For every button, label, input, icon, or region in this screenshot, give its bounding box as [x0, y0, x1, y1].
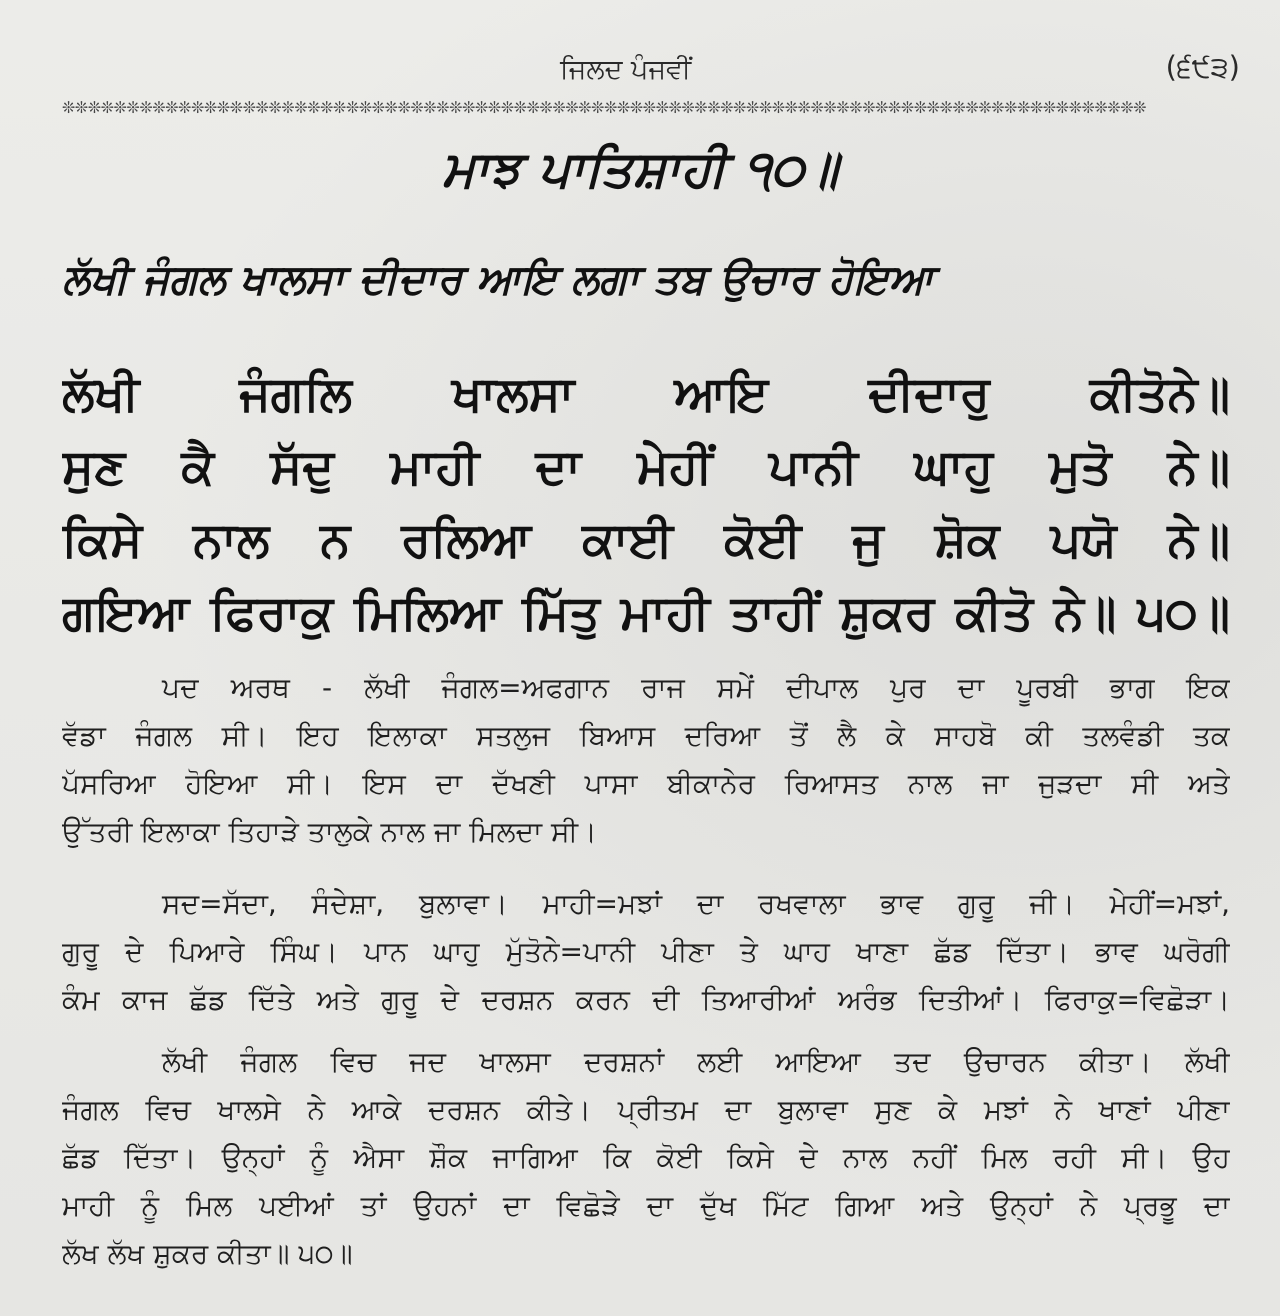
verse-line: ਕਿਸੇ ਨਾਲ ਨ ਰਲਿਆ ਕਾਈ ਕੋਈ ਜੁ ਸ਼ੋਕ ਪਯੋ ਨੇ॥ [62, 512, 1230, 568]
paragraph-line: ਉੱਤਰੀ ਇਲਾਕਾ ਤਿਹਾੜੇ ਤਾਲੁਕੇ ਨਾਲ ਜਾ ਮਿਲਦਾ ਸੀ। [62, 815, 597, 848]
paragraph-line: ਵੱਡਾ ਜੰਗਲ ਸੀ। ਇਹ ਇਲਾਕਾ ਸਤਲੁਜ ਬਿਆਸ ਦਰਿਆ ਤੋਂ ਲੈ ਕੇ ਸਾਹਬੋ ਕੀ ਤਲਵੰਡੀ ਤਕ [62, 719, 1230, 752]
page-number: (੬੯੩) [1165, 50, 1240, 84]
paragraph-line: ਪੱਸਰਿਆ ਹੋਇਆ ਸੀ। ਇਸ ਦਾ ਦੱਖਣੀ ਪਾਸਾ ਬੀਕਾਨੇਰ ਰਿਆਸਤ ਨਾਲ ਜਾ ਜੁੜਦਾ ਸੀ ਅਤੇ [62, 767, 1230, 800]
paragraph-line: ਸਦ=ਸੱਦਾ, ਸੰਦੇਸ਼ਾ, ਬੁਲਾਵਾ। ਮਾਹੀ=ਮਝਾਂ ਦਾ ਰਖਵਾਲਾ ਭਾਵ ਗੁਰੂ ਜੀ। ਮੇਹੀਂ=ਮਝਾਂ, [162, 887, 1230, 920]
verse-line: ਗਇਆ ਫਿਰਾਕੁ ਮਿਲਿਆ ਮਿੱਤੁ ਮਾਹੀ ਤਾਹੀਂ ਸ਼ੁਕਰ ਕੀਤੋ ਨੇ॥ ੫੦॥ [62, 585, 1230, 641]
section-title: ਮਾਝ ਪਾਤਿਸ਼ਾਹੀ ੧੦॥ [442, 140, 838, 198]
paragraph-line: ਜੰਗਲ ਵਿਚ ਖਾਲਸੇ ਨੇ ਆਕੇ ਦਰਸ਼ਨ ਕੀਤੇ। ਪ੍ਰੀਤਮ ਦਾ ਬੁਲਾਵਾ ਸੁਣ ਕੇ ਮਝਾਂ ਨੇ ਖਾਣਾਂ ਪੀਣਾ [62, 1093, 1230, 1126]
verse-line: ਸੁਣ ਕੈ ਸੱਦੁ ਮਾਹੀ ਦਾ ਮੇਹੀਂ ਪਾਨੀ ਘਾਹੁ ਮੁਤੋ ਨੇ॥ [62, 439, 1230, 495]
verse-block [62, 358, 1230, 650]
paragraph-line: ਲੱਖੀ ਜੰਗਲ ਵਿਚ ਜਦ ਖਾਲਸਾ ਦਰਸ਼ਨਾਂ ਲਈ ਆਇਆ ਤਦ ਉਚਾਰਨ ਕੀਤਾ। ਲੱਖੀ [162, 1045, 1230, 1078]
paragraph-line: ਲੱਖ ਲੱਖ ਸ਼ੁਕਰ ਕੀਤਾ॥ ੫੦॥ [62, 1237, 353, 1270]
running-head: ਜਿਲਦ ਪੰਜਵੀਂ [560, 54, 692, 85]
paragraph-line: ਪਦ ਅਰਥ - ਲੱਖੀ ਜੰਗਲ=ਅਫਗਾਨ ਰਾਜ ਸਮੇਂ ਦੀਪਾਲ ਪੁਰ ਦਾ ਪੂਰਬੀ ਭਾਗ ਇਕ [162, 671, 1230, 704]
ornamental-divider: ❊❊❊❊❊❊❊❊❊❊❊❊❊❊❊❊❊❊❊❊❊❊❊❊❊❊❊❊❊❊❊❊❊❊❊❊❊❊❊❊❊❊❊❊❊❊❊❊❊❊❊❊❊❊❊❊❊❊❊❊❊❊❊❊❊❊❊❊❊❊❊❊❊❊❊❊❊❊❊❊❊❊❊❊ [62, 98, 1147, 117]
glossary-paragraph [62, 880, 1230, 1024]
verse-subtitle: ਲੱਖੀ ਜੰਗਲ ਖਾਲਸਾ ਦੀਦਾਰ ਆਇ ਲਗਾ ਤਬ ਉਚਾਰ ਹੋਇਆ [62, 255, 934, 303]
paragraph-line: ਕੰਮ ਕਾਜ ਛੱਡ ਦਿੱਤੇ ਅਤੇ ਗੁਰੂ ਦੇ ਦਰਸ਼ਨ ਕਰਨ ਦੀ ਤਿਆਰੀਆਂ ਅਰੰਭ ਦਿਤੀਆਂ। ਫਿਰਾਕੁ=ਵਿਛੋੜਾ। [62, 983, 1230, 1016]
word-meanings-paragraph [62, 664, 1230, 856]
paragraph-line: ਗੁਰੂ ਦੇ ਪਿਆਰੇ ਸਿੰਘ। ਪਾਨ ਘਾਹੁ ਮੁੱਤੋਨੇ=ਪਾਨੀ ਪੀਣਾ ਤੇ ਘਾਹ ਖਾਣਾ ਛੱਡ ਦਿੱਤਾ। ਭਾਵ ਘਰੋਗੀ [62, 935, 1230, 968]
paragraph-line: ਛੱਡ ਦਿੱਤਾ। ਉਨ੍ਹਾਂ ਨੂੰ ਐਸਾ ਸ਼ੌਕ ਜਾਗਿਆ ਕਿ ਕੋਈ ਕਿਸੇ ਦੇ ਨਾਲ ਨਹੀਂ ਮਿਲ ਰਹੀ ਸੀ। ਉਹ [62, 1141, 1230, 1174]
explanation-paragraph [62, 1038, 1230, 1278]
paragraph-line: ਮਾਹੀ ਨੂੰ ਮਿਲ ਪਈਆਂ ਤਾਂ ਉਹਨਾਂ ਦਾ ਵਿਛੋੜੇ ਦਾ ਦੁੱਖ ਮਿੱਟ ਗਿਆ ਅਤੇ ਉਨ੍ਹਾਂ ਨੇ ਪ੍ਰਭੂ ਦਾ [62, 1189, 1230, 1222]
verse-line: ਲੱਖੀ ਜੰਗਲਿ ਖਾਲਸਾ ਆਇ ਦੀਦਾਰੁ ਕੀਤੋਨੇ॥ [62, 366, 1230, 422]
page-header [60, 40, 1240, 90]
